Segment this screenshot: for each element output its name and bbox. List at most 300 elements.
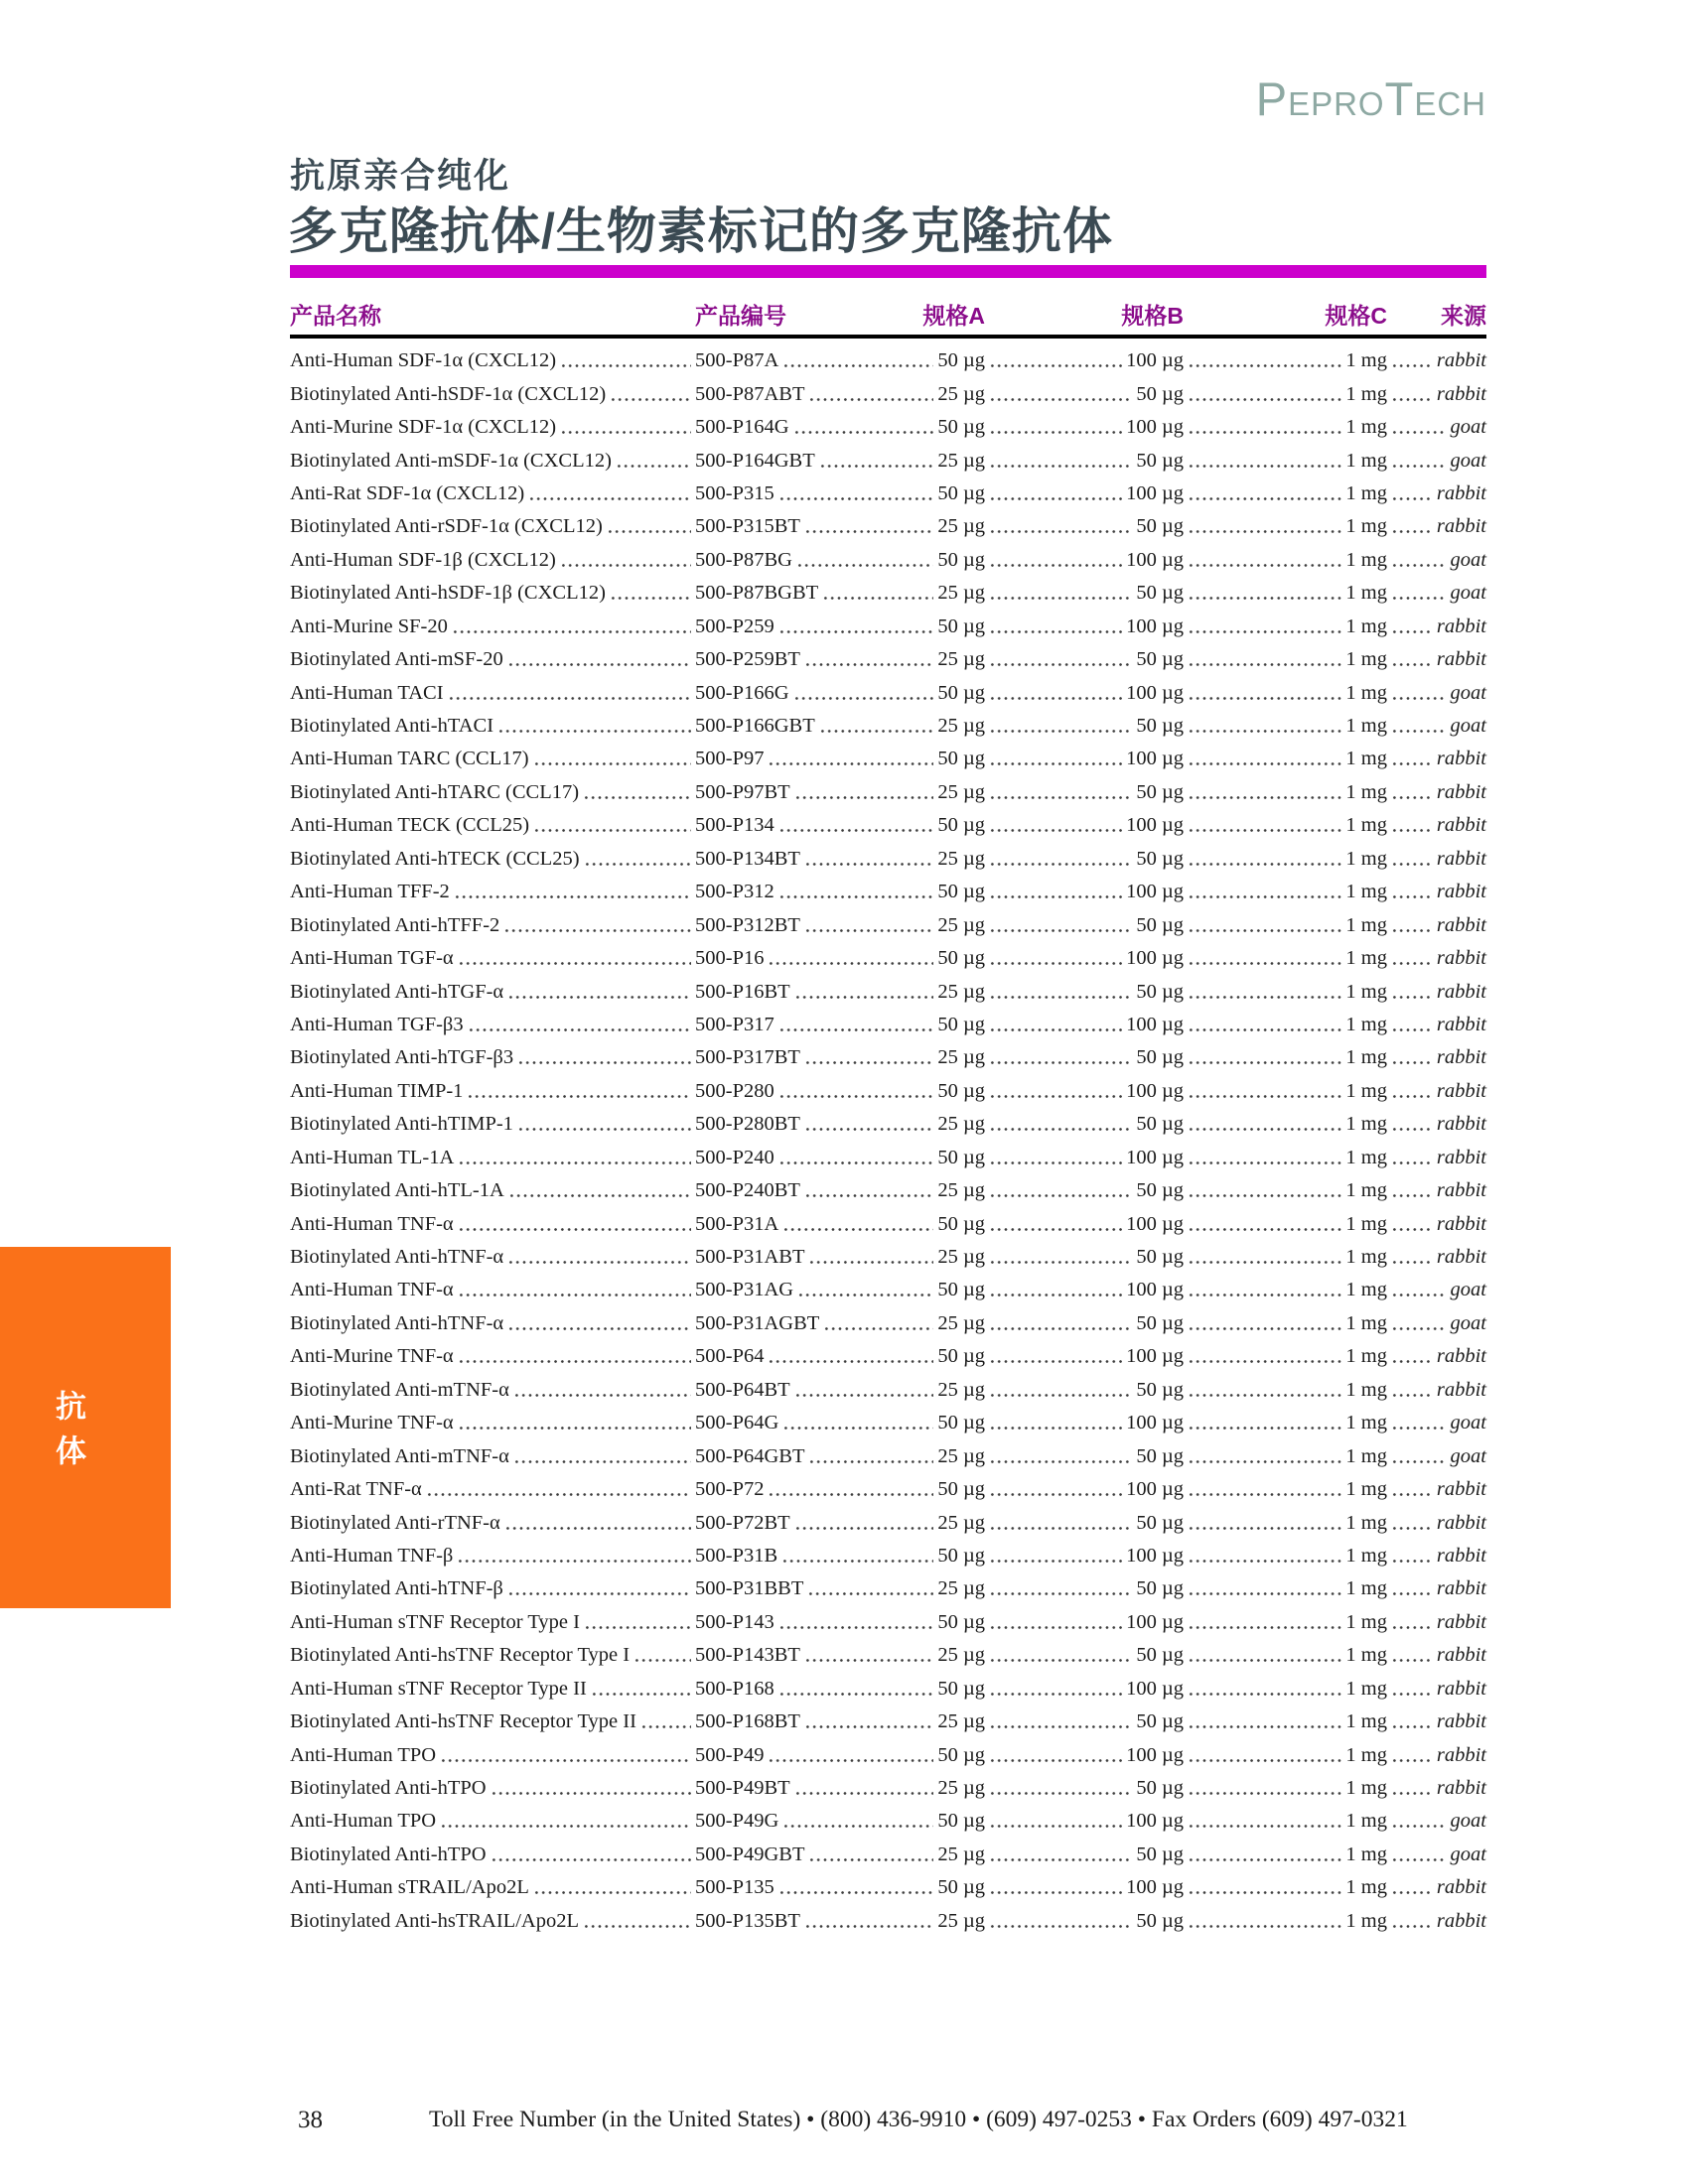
dot-leader [533, 762, 691, 765]
size-c: 1 mg [1345, 847, 1387, 870]
dot-leader [989, 1858, 1132, 1861]
product-name: Biotinylated Anti-hTACI [290, 715, 494, 738]
dot-leader [491, 1858, 691, 1861]
table-row [290, 643, 1486, 676]
dot-leader [1188, 1493, 1341, 1496]
dot-leader [504, 1527, 691, 1530]
dot-leader [989, 1592, 1132, 1595]
dot-leader [1391, 1228, 1433, 1231]
size-c: 1 mg [1345, 1710, 1387, 1733]
size-a: 50 µg [937, 1212, 985, 1235]
dot-leader [1188, 630, 1341, 633]
size-b: 100 µg [1126, 1279, 1184, 1301]
dot-leader [804, 1925, 933, 1928]
product-source: rabbit [1436, 349, 1486, 372]
dot-leader [1391, 829, 1433, 832]
column-header-size-a: 规格A [922, 302, 985, 329]
dot-leader [804, 929, 933, 932]
size-c: 1 mg [1345, 349, 1387, 372]
size-c: 1 mg [1345, 1311, 1387, 1334]
size-a: 50 µg [937, 614, 985, 637]
dot-leader [822, 597, 933, 600]
size-b: 50 µg [1136, 1378, 1184, 1401]
size-b: 50 µg [1136, 1577, 1184, 1600]
size-c: 1 mg [1345, 947, 1387, 970]
product-name: Biotinylated Anti-mSF-20 [290, 648, 503, 671]
size-a: 50 µg [937, 1478, 985, 1501]
size-c: 1 mg [1345, 748, 1387, 770]
product-source: rabbit [1436, 1212, 1486, 1235]
product-source: rabbit [1436, 780, 1486, 803]
size-b: 50 µg [1136, 449, 1184, 472]
dot-leader [778, 1095, 934, 1098]
table-row [290, 975, 1486, 1008]
product-name: Anti-Human TNF-α [290, 1279, 454, 1301]
dot-leader [989, 1925, 1132, 1928]
dot-leader [804, 863, 933, 866]
product-code: 500-P317 [695, 1013, 774, 1035]
dot-leader [1391, 398, 1433, 401]
product-name: Anti-Murine SF-20 [290, 614, 448, 637]
dot-leader [782, 364, 933, 367]
product-source: rabbit [1436, 1710, 1486, 1733]
product-name: Biotinylated Anti-hTNF-α [290, 1246, 504, 1269]
dot-leader [989, 962, 1122, 965]
dot-leader [989, 663, 1132, 666]
product-name: Biotinylated Anti-hTFF-2 [290, 913, 500, 936]
dot-leader [989, 1128, 1132, 1131]
dot-leader [782, 1825, 933, 1828]
size-a: 50 µg [937, 1810, 985, 1833]
size-a: 25 µg [937, 1777, 985, 1800]
dot-leader [819, 465, 934, 468]
product-source: rabbit [1436, 847, 1486, 870]
product-name: Biotinylated Anti-mTNF-α [290, 1444, 509, 1467]
table-row [290, 1374, 1486, 1407]
dot-leader [989, 564, 1122, 567]
dot-leader [1391, 895, 1433, 898]
dot-leader [807, 1592, 933, 1595]
dot-leader [1188, 1360, 1341, 1363]
table-row [290, 1174, 1486, 1207]
size-b: 50 µg [1136, 1644, 1184, 1667]
product-code: 500-P49 [695, 1743, 765, 1766]
dot-leader [1188, 829, 1341, 832]
product-name: Biotinylated Anti-hTARC (CCL17) [290, 780, 580, 803]
dot-leader [989, 1460, 1132, 1463]
size-c: 1 mg [1345, 1246, 1387, 1269]
size-c: 1 mg [1345, 1577, 1387, 1600]
product-source: goat [1450, 416, 1486, 439]
size-c: 1 mg [1345, 1378, 1387, 1401]
product-code: 500-P143 [695, 1610, 774, 1633]
dot-leader [1188, 398, 1341, 401]
product-code: 500-P143BT [695, 1644, 800, 1667]
dot-leader [517, 1061, 691, 1064]
product-name: Biotinylated Anti-hTPO [290, 1843, 487, 1865]
dot-leader [507, 1592, 691, 1595]
product-code: 500-P134BT [695, 847, 800, 870]
size-a: 25 µg [937, 913, 985, 936]
table-row [290, 843, 1486, 876]
dot-leader [1188, 1626, 1341, 1629]
product-code: 500-P31A [695, 1212, 779, 1235]
size-a: 50 µg [937, 1743, 985, 1766]
size-a: 25 µg [937, 1311, 985, 1334]
dot-leader [794, 1527, 934, 1530]
dot-leader [1188, 1560, 1341, 1563]
product-name: Biotinylated Anti-hSDF-1β (CXCL12) [290, 582, 606, 605]
size-a: 25 µg [937, 980, 985, 1003]
product-source: rabbit [1436, 382, 1486, 405]
table-row [290, 776, 1486, 809]
dot-leader [989, 1194, 1132, 1197]
size-c: 1 mg [1345, 780, 1387, 803]
product-source: rabbit [1436, 1777, 1486, 1800]
size-b: 100 µg [1126, 814, 1184, 837]
product-source: rabbit [1436, 881, 1486, 903]
dot-leader [808, 1858, 933, 1861]
product-name: Anti-Human TNF-α [290, 1212, 454, 1235]
size-c: 1 mg [1345, 913, 1387, 936]
dot-leader [804, 1061, 933, 1064]
table-header [290, 295, 1486, 333]
product-source: rabbit [1436, 1179, 1486, 1202]
product-source: rabbit [1436, 1743, 1486, 1766]
product-name: Biotinylated Anti-hSDF-1α (CXCL12) [290, 382, 607, 405]
dot-leader [528, 497, 691, 500]
dot-leader [1188, 1228, 1341, 1231]
dot-leader [768, 1493, 933, 1496]
table-row [290, 1839, 1486, 1871]
dot-leader [768, 1360, 933, 1363]
dot-leader [513, 1460, 691, 1463]
size-a: 25 µg [937, 1179, 985, 1202]
size-b: 100 µg [1126, 349, 1184, 372]
product-name: Biotinylated Anti-hTECK (CCL25) [290, 847, 580, 870]
dot-leader [1391, 564, 1447, 567]
size-c: 1 mg [1345, 1511, 1387, 1534]
logo-letters: EPRO [1288, 85, 1385, 122]
table-row [290, 743, 1486, 775]
product-code: 500-P259BT [695, 648, 800, 671]
size-a: 50 µg [937, 748, 985, 770]
size-b: 50 µg [1136, 1777, 1184, 1800]
product-code: 500-P49GBT [695, 1843, 805, 1865]
size-b: 50 µg [1136, 1046, 1184, 1069]
dot-leader [1391, 1360, 1433, 1363]
dot-leader [989, 497, 1122, 500]
product-source: rabbit [1436, 1610, 1486, 1633]
size-a: 25 µg [937, 847, 985, 870]
dot-leader [804, 530, 933, 533]
dot-leader [778, 1028, 934, 1031]
size-b: 50 µg [1136, 1246, 1184, 1269]
product-table-body [290, 344, 1486, 1938]
dot-leader [1391, 1925, 1433, 1928]
size-b: 50 µg [1136, 1511, 1184, 1534]
dot-leader [1391, 1061, 1433, 1064]
size-a: 25 µg [937, 1843, 985, 1865]
size-b: 100 µg [1126, 1810, 1184, 1833]
size-c: 1 mg [1345, 1345, 1387, 1368]
dot-leader [533, 1891, 691, 1894]
table-row [290, 1639, 1486, 1672]
table-row [290, 577, 1486, 610]
dot-leader [794, 796, 934, 799]
product-code: 500-P31AGBT [695, 1311, 820, 1334]
dot-leader [794, 1792, 934, 1795]
product-code: 500-P135BT [695, 1909, 800, 1932]
dot-leader [768, 962, 933, 965]
dot-leader [426, 1493, 691, 1496]
product-source: rabbit [1436, 1378, 1486, 1401]
footer-contact-line: Toll Free Number (in the United States) • (800) 436-9910 • (609) 497-0253 • Fax Orders (609) 497-0321 [429, 2107, 1408, 2132]
dot-leader [1391, 996, 1433, 999]
size-a: 25 µg [937, 1246, 985, 1269]
dot-leader [517, 1128, 691, 1131]
size-a: 50 µg [937, 947, 985, 970]
size-b: 100 µg [1126, 481, 1184, 504]
dot-leader [1391, 1725, 1433, 1728]
dot-leader [1391, 1592, 1433, 1595]
dot-leader [1391, 465, 1447, 468]
dot-leader [804, 1725, 933, 1728]
dot-leader [1391, 1194, 1433, 1197]
product-source: rabbit [1436, 1876, 1486, 1899]
size-c: 1 mg [1345, 1909, 1387, 1932]
antibody-section-tab-label: 抗体 [51, 1390, 85, 1479]
table-row [290, 1041, 1486, 1074]
dot-leader [1188, 1592, 1341, 1595]
product-name: Anti-Human TECK (CCL25) [290, 814, 530, 837]
table-row [290, 1108, 1486, 1141]
product-code: 500-P168 [695, 1677, 774, 1700]
product-source: rabbit [1436, 1544, 1486, 1567]
dot-leader [768, 762, 933, 765]
size-c: 1 mg [1345, 614, 1387, 637]
size-b: 100 µg [1126, 1876, 1184, 1899]
product-name: Biotinylated Anti-hTIMP-1 [290, 1113, 513, 1136]
size-b: 100 µg [1126, 1013, 1184, 1035]
dot-leader [468, 1028, 691, 1031]
size-c: 1 mg [1345, 648, 1387, 671]
dot-leader [778, 1161, 934, 1164]
size-a: 50 µg [937, 1079, 985, 1102]
size-c: 1 mg [1345, 1212, 1387, 1235]
product-name: Anti-Murine TNF-α [290, 1412, 454, 1434]
dot-leader [1391, 1527, 1433, 1530]
product-source: rabbit [1436, 648, 1486, 671]
dot-leader [560, 564, 691, 567]
dot-leader [1188, 1394, 1341, 1397]
size-b: 50 µg [1136, 1710, 1184, 1733]
size-b: 50 µg [1136, 1444, 1184, 1467]
size-a: 50 µg [937, 681, 985, 704]
size-a: 25 µg [937, 780, 985, 803]
dot-leader [1391, 663, 1433, 666]
dot-leader [1391, 962, 1433, 965]
table-row [290, 510, 1486, 543]
dot-leader [1391, 630, 1433, 633]
dot-leader [507, 996, 691, 999]
dot-leader [610, 398, 691, 401]
size-c: 1 mg [1345, 1843, 1387, 1865]
size-c: 1 mg [1345, 1876, 1387, 1899]
dot-leader [1391, 929, 1433, 932]
table-header-rule [290, 335, 1486, 339]
peprotech-logo [1255, 72, 1486, 125]
dot-leader [1391, 530, 1433, 533]
product-code: 500-P87BG [695, 548, 792, 571]
dot-leader [607, 530, 691, 533]
size-a: 25 µg [937, 382, 985, 405]
section-subtitle: 抗原亲合纯化 [290, 157, 511, 196]
dot-leader [467, 1095, 691, 1098]
product-source: goat [1450, 1843, 1486, 1865]
column-header-size-b: 规格B [1121, 302, 1184, 329]
product-code: 500-P72BT [695, 1511, 790, 1534]
size-b: 100 µg [1126, 1743, 1184, 1766]
dot-leader [1188, 1792, 1341, 1795]
dot-leader [989, 1261, 1132, 1264]
table-row [290, 1274, 1486, 1306]
size-b: 100 µg [1126, 1212, 1184, 1235]
size-a: 50 µg [937, 1610, 985, 1633]
size-b: 100 µg [1126, 947, 1184, 970]
size-c: 1 mg [1345, 382, 1387, 405]
size-a: 50 µg [937, 1146, 985, 1168]
table-row [290, 876, 1486, 908]
product-source: rabbit [1436, 947, 1486, 970]
product-name: Anti-Rat TNF-α [290, 1478, 422, 1501]
dot-leader [989, 895, 1122, 898]
product-source: rabbit [1436, 1113, 1486, 1136]
dot-leader [1391, 1891, 1433, 1894]
dot-leader [1391, 431, 1447, 434]
size-a: 25 µg [937, 582, 985, 605]
dot-leader [1188, 1261, 1341, 1264]
product-source: rabbit [1436, 913, 1486, 936]
dot-leader [989, 1294, 1122, 1297]
dot-leader [819, 730, 934, 733]
page-number: 38 [298, 2107, 323, 2133]
product-source: rabbit [1436, 614, 1486, 637]
dot-leader [989, 1327, 1132, 1330]
dot-leader [633, 1659, 691, 1662]
size-a: 50 µg [937, 1279, 985, 1301]
size-a: 50 µg [937, 1677, 985, 1700]
size-c: 1 mg [1345, 715, 1387, 738]
dot-leader [610, 597, 691, 600]
product-code: 500-P166G [695, 681, 789, 704]
dot-leader [584, 863, 691, 866]
dot-leader [1188, 1128, 1341, 1131]
product-source: goat [1450, 449, 1486, 472]
product-code: 500-P317BT [695, 1046, 800, 1069]
dot-leader [989, 1394, 1132, 1397]
size-b: 100 µg [1126, 416, 1184, 439]
product-source: rabbit [1436, 1909, 1486, 1932]
dot-leader [989, 796, 1132, 799]
product-name: Anti-Human TFF-2 [290, 881, 450, 903]
dot-leader [782, 1228, 933, 1231]
dot-leader [1391, 1028, 1433, 1031]
size-b: 100 µg [1126, 1610, 1184, 1633]
dot-leader [458, 1161, 691, 1164]
dot-leader [1391, 1560, 1433, 1563]
product-source: rabbit [1436, 1146, 1486, 1168]
product-code: 500-P49BT [695, 1777, 790, 1800]
size-b: 100 µg [1126, 1478, 1184, 1501]
dot-leader [1391, 1693, 1433, 1696]
size-c: 1 mg [1345, 1810, 1387, 1833]
dot-leader [989, 929, 1132, 932]
product-name: Anti-Human SDF-1β (CXCL12) [290, 548, 556, 571]
product-code: 500-P259 [695, 614, 774, 637]
dot-leader [1391, 1460, 1447, 1463]
dot-leader [989, 630, 1122, 633]
dot-leader [989, 1427, 1122, 1430]
dot-leader [989, 1693, 1122, 1696]
product-source: rabbit [1436, 1511, 1486, 1534]
product-source: rabbit [1436, 1046, 1486, 1069]
product-name: Biotinylated Anti-hTNF-α [290, 1311, 504, 1334]
product-code: 500-P97BT [695, 780, 790, 803]
product-code: 500-P315BT [695, 515, 800, 538]
dot-leader [1188, 564, 1341, 567]
dot-leader [1188, 1527, 1341, 1530]
product-name: Anti-Human TPO [290, 1810, 437, 1833]
product-name: Anti-Human sTNF Receptor Type I [290, 1610, 580, 1633]
size-a: 50 µg [937, 481, 985, 504]
table-row [290, 1340, 1486, 1373]
size-b: 50 µg [1136, 980, 1184, 1003]
table-row [290, 1772, 1486, 1805]
product-code: 500-P312 [695, 881, 774, 903]
table-row [290, 344, 1486, 377]
product-source: rabbit [1436, 980, 1486, 1003]
dot-leader [1391, 1294, 1447, 1297]
table-row [290, 1407, 1486, 1439]
size-b: 50 µg [1136, 913, 1184, 936]
table-row [290, 377, 1486, 410]
product-code: 500-P87ABT [695, 382, 805, 405]
table-row [290, 1572, 1486, 1605]
size-a: 50 µg [937, 548, 985, 571]
dot-leader [454, 895, 691, 898]
size-a: 50 µg [937, 814, 985, 837]
product-code: 500-P72 [695, 1478, 765, 1501]
dot-leader [768, 1759, 933, 1762]
dot-leader [794, 996, 934, 999]
size-c: 1 mg [1345, 1610, 1387, 1633]
table-row [290, 1307, 1486, 1340]
dot-leader [1188, 1427, 1341, 1430]
dot-leader [507, 1261, 691, 1264]
product-source: rabbit [1436, 748, 1486, 770]
antibody-section-tab [0, 1247, 171, 1608]
product-name: Biotinylated Anti-rSDF-1α (CXCL12) [290, 515, 603, 538]
dot-leader [1188, 1858, 1341, 1861]
table-row [290, 1207, 1486, 1240]
dot-leader [560, 364, 691, 367]
product-source: rabbit [1436, 481, 1486, 504]
product-name: Biotinylated Anti-hTNF-β [290, 1577, 503, 1600]
table-row [290, 908, 1486, 941]
product-name: Biotinylated Anti-hsTRAIL/Apo2L [290, 1909, 579, 1932]
size-c: 1 mg [1345, 582, 1387, 605]
